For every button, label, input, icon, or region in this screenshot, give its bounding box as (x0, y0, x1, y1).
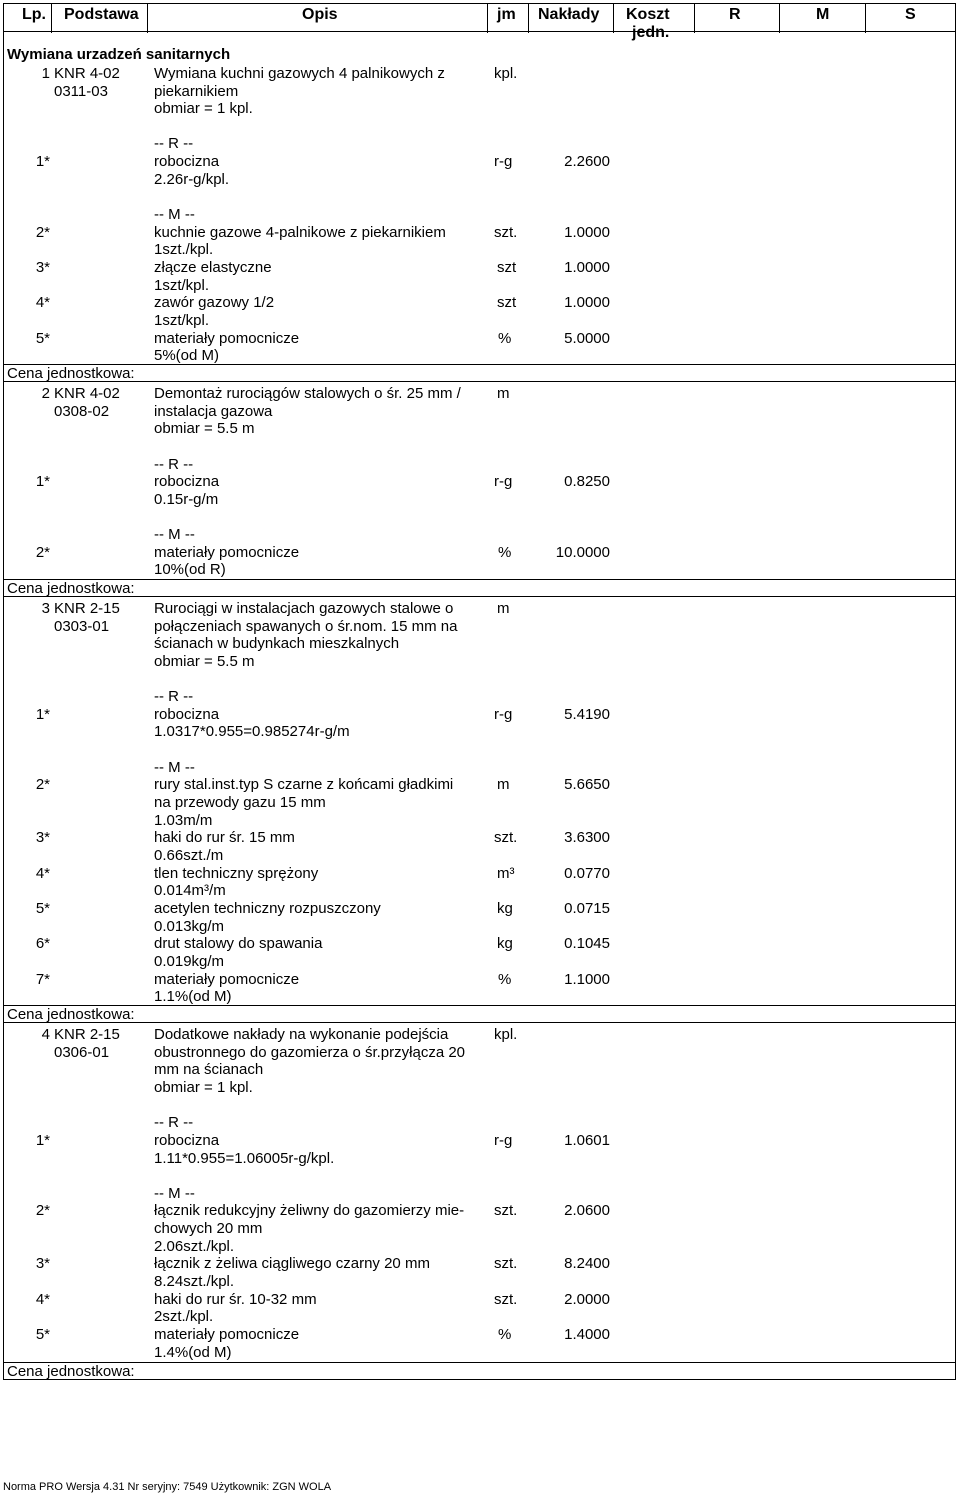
item-name-continued: chowych 20 mm (154, 1220, 263, 1237)
item-value: 2.0000 (564, 1291, 610, 1308)
position-basis: 0303-01 (54, 618, 110, 635)
item-name: łącznik redukcyjny żeliwny do gazomierzy mie- (154, 1202, 465, 1219)
header-m: M (816, 6, 830, 23)
column-divider (613, 3, 614, 33)
row-divider (3, 364, 956, 365)
column-divider (51, 3, 52, 33)
position-basis: KNR 4-02 (54, 385, 120, 402)
item-name: materiały pomocnicze (154, 544, 300, 561)
item-number: 1* (35, 473, 50, 490)
item-value: 5.4190 (564, 706, 610, 723)
item-unit: szt (497, 294, 517, 311)
r-marker: -- R -- (154, 688, 194, 705)
position-measure: obmiar = 5.5 m (154, 420, 255, 437)
item-value: 0.8250 (564, 473, 610, 490)
item-number: 3* (35, 1255, 50, 1272)
position-number: 1 (41, 65, 50, 82)
item-unit: szt (497, 259, 517, 276)
item-unit: szt. (494, 224, 518, 241)
position-measure: obmiar = 5.5 m (154, 653, 255, 670)
item-norm: 1szt./kpl. (154, 241, 214, 258)
item-number: 2* (35, 544, 50, 561)
item-name: acetylen techniczny rozpuszczony (154, 900, 381, 917)
m-marker: -- M -- (154, 1185, 195, 1202)
item-unit: % (498, 971, 512, 988)
header-jedn: jedn. (632, 24, 670, 41)
m-marker: -- M -- (154, 206, 195, 223)
item-unit: m³ (497, 865, 515, 882)
position-description: połączeniach spawanych o śr.nom. 15 mm na (154, 618, 458, 635)
item-name: rury stal.inst.typ S czarne z końcami gładkimi (154, 776, 454, 793)
row-divider (3, 1005, 956, 1006)
item-number: 2* (35, 224, 50, 241)
unit-price-label: Cena jednostkowa: (7, 365, 135, 382)
header-divider (3, 31, 956, 32)
item-number: 6* (35, 935, 50, 952)
column-divider (528, 3, 529, 33)
column-divider (779, 3, 780, 33)
item-number: 5* (35, 1326, 50, 1343)
item-unit: szt. (494, 829, 518, 846)
item-name: haki do rur śr. 10-32 mm (154, 1291, 317, 1308)
item-unit: kg (497, 935, 513, 952)
item-number: 7* (35, 971, 50, 988)
footer-text: Norma PRO Wersja 4.31 Nr seryjny: 7549 Użytkownik: ZGN WOLA (3, 1481, 332, 1493)
column-divider (147, 3, 148, 33)
item-norm: 10%(od R) (154, 561, 226, 578)
item-unit: % (498, 544, 512, 561)
item-number: 1* (35, 706, 50, 723)
item-norm: 1szt/kpl. (154, 277, 210, 294)
item-name: kuchnie gazowe 4-palnikowe z piekarnikiem (154, 224, 446, 241)
item-norm: 2.26r-g/kpl. (154, 171, 230, 188)
position-description: piekarnikiem (154, 83, 239, 100)
position-description: ścianach w budynkach mieszkalnych (154, 635, 400, 652)
position-basis: 0306-01 (54, 1044, 110, 1061)
r-marker: -- R -- (154, 135, 194, 152)
item-value: 0.1045 (564, 935, 610, 952)
position-basis: KNR 2-15 (54, 1026, 120, 1043)
item-value: 0.0770 (564, 865, 610, 882)
item-value: 1.0000 (564, 259, 610, 276)
item-value: 1.0601 (564, 1132, 610, 1149)
position-unit: kpl. (494, 65, 518, 82)
unit-price-label: Cena jednostkowa: (7, 1006, 135, 1023)
header-podstawa: Podstawa (64, 6, 139, 23)
item-value: 5.6650 (564, 776, 610, 793)
section-title: Wymiana urzadzeń sanitarnych (7, 46, 231, 63)
item-number: 4* (35, 1291, 50, 1308)
estimate-table (3, 3, 956, 1380)
item-norm: 0.66szt./m (154, 847, 224, 864)
item-number: 3* (35, 259, 50, 276)
row-divider (3, 1362, 956, 1363)
position-measure: obmiar = 1 kpl. (154, 100, 253, 117)
position-number: 3 (41, 600, 50, 617)
position-measure: obmiar = 1 kpl. (154, 1079, 253, 1096)
item-number: 2* (35, 1202, 50, 1219)
position-unit: kpl. (494, 1026, 518, 1043)
item-name: drut stalowy do spawania (154, 935, 323, 952)
position-basis: 0311-03 (54, 83, 108, 100)
item-name: robocizna (154, 473, 220, 490)
column-divider (694, 3, 695, 33)
item-name: materiały pomocnicze (154, 330, 300, 347)
item-number: 1* (35, 153, 50, 170)
unit-price-label: Cena jednostkowa: (7, 1363, 135, 1380)
header-jm: jm (497, 6, 516, 23)
header-r: R (729, 6, 741, 23)
item-norm: 1.11*0.955=1.06005r-g/kpl. (154, 1150, 335, 1167)
header-s: S (905, 6, 916, 23)
position-unit: m (497, 600, 510, 617)
unit-price-label: Cena jednostkowa: (7, 580, 135, 597)
item-number: 5* (35, 900, 50, 917)
item-name-continued: na przewody gazu 15 mm (154, 794, 326, 811)
item-norm: 1szt/kpl. (154, 312, 210, 329)
item-name: robocizna (154, 1132, 220, 1149)
item-norm: 1.03m/m (154, 812, 213, 829)
item-name: materiały pomocnicze (154, 971, 300, 988)
item-number: 1* (35, 1132, 50, 1149)
column-divider (865, 3, 866, 33)
item-value: 1.0000 (564, 294, 610, 311)
item-value: 1.0000 (564, 224, 610, 241)
row-divider (3, 579, 956, 580)
item-norm: 2.06szt./kpl. (154, 1238, 235, 1255)
row-divider (3, 596, 956, 597)
item-unit: r-g (494, 706, 513, 723)
item-unit: % (498, 1326, 512, 1343)
item-name: złącze elastyczne (154, 259, 272, 276)
item-norm: 0.014m³/m (154, 882, 226, 899)
item-number: 4* (35, 865, 50, 882)
item-name: zawór gazowy 1/2 (154, 294, 275, 311)
item-norm: 0.15r-g/m (154, 491, 219, 508)
item-name: haki do rur śr. 15 mm (154, 829, 295, 846)
row-divider (3, 1022, 956, 1023)
item-norm: 1.0317*0.955=0.985274r-g/m (154, 723, 350, 740)
item-number: 4* (35, 294, 50, 311)
position-basis: KNR 2-15 (54, 600, 120, 617)
item-number: 2* (35, 776, 50, 793)
item-value: 2.2600 (564, 153, 610, 170)
item-value: 2.0600 (564, 1202, 610, 1219)
item-name: robocizna (154, 706, 220, 723)
item-name: tlen techniczny sprężony (154, 865, 319, 882)
header-opis: Opis (302, 6, 338, 23)
position-description: Dodatkowe nakłady na wykonanie podejścia (154, 1026, 449, 1043)
item-unit: m (497, 776, 510, 793)
m-marker: -- M -- (154, 759, 195, 776)
m-marker: -- M -- (154, 526, 195, 543)
item-value: 5.0000 (564, 330, 610, 347)
item-unit: r-g (494, 473, 513, 490)
item-unit: r-g (494, 153, 513, 170)
item-unit: % (498, 330, 512, 347)
item-value: 8.2400 (564, 1255, 610, 1272)
header-koszt: Koszt (626, 6, 670, 23)
item-unit: szt. (494, 1255, 518, 1272)
item-norm: 8.24szt./kpl. (154, 1273, 235, 1290)
item-unit: kg (497, 900, 513, 917)
item-norm: 0.013kg/m (154, 918, 225, 935)
item-value: 3.6300 (564, 829, 610, 846)
header-lp: Lp. (22, 6, 46, 23)
position-basis: KNR 4-02 (54, 65, 120, 82)
position-description: obustronnego do gazomierza o śr.przyłącza 20 (154, 1044, 466, 1061)
item-norm: 0.019kg/m (154, 953, 225, 970)
item-unit: szt. (494, 1291, 518, 1308)
column-divider (487, 3, 488, 33)
item-value: 10.0000 (555, 544, 610, 561)
position-description: instalacja gazowa (154, 403, 273, 420)
item-value: 0.0715 (564, 900, 610, 917)
item-unit: szt. (494, 1202, 518, 1219)
item-name: robocizna (154, 153, 220, 170)
item-number: 3* (35, 829, 50, 846)
r-marker: -- R -- (154, 456, 194, 473)
item-norm: 2szt./kpl. (154, 1308, 214, 1325)
position-description: Wymiana kuchni gazowych 4 palnikowych z (154, 65, 445, 82)
position-number: 2 (41, 385, 50, 402)
row-divider (3, 381, 956, 382)
item-value: 1.1000 (564, 971, 610, 988)
item-norm: 1.1%(od M) (154, 988, 232, 1005)
position-unit: m (497, 385, 510, 402)
position-description: Rurociągi w instalacjach gazowych stalowe o (154, 600, 454, 617)
item-norm: 1.4%(od M) (154, 1344, 232, 1361)
position-basis: 0308-02 (54, 403, 110, 420)
r-marker: -- R -- (154, 1114, 194, 1131)
item-norm: 5%(od M) (154, 347, 220, 364)
position-description: Demontaż rurociągów stalowych o śr. 25 mm / (154, 385, 461, 402)
item-name: materiały pomocnicze (154, 1326, 300, 1343)
position-number: 4 (41, 1026, 50, 1043)
header-naklady: Nakłady (538, 6, 600, 23)
item-name: łącznik z żeliwa ciągliwego czarny 20 mm (154, 1255, 430, 1272)
item-number: 5* (35, 330, 50, 347)
item-unit: r-g (494, 1132, 513, 1149)
item-value: 1.4000 (564, 1326, 610, 1343)
position-description: mm na ścianach (154, 1061, 264, 1078)
